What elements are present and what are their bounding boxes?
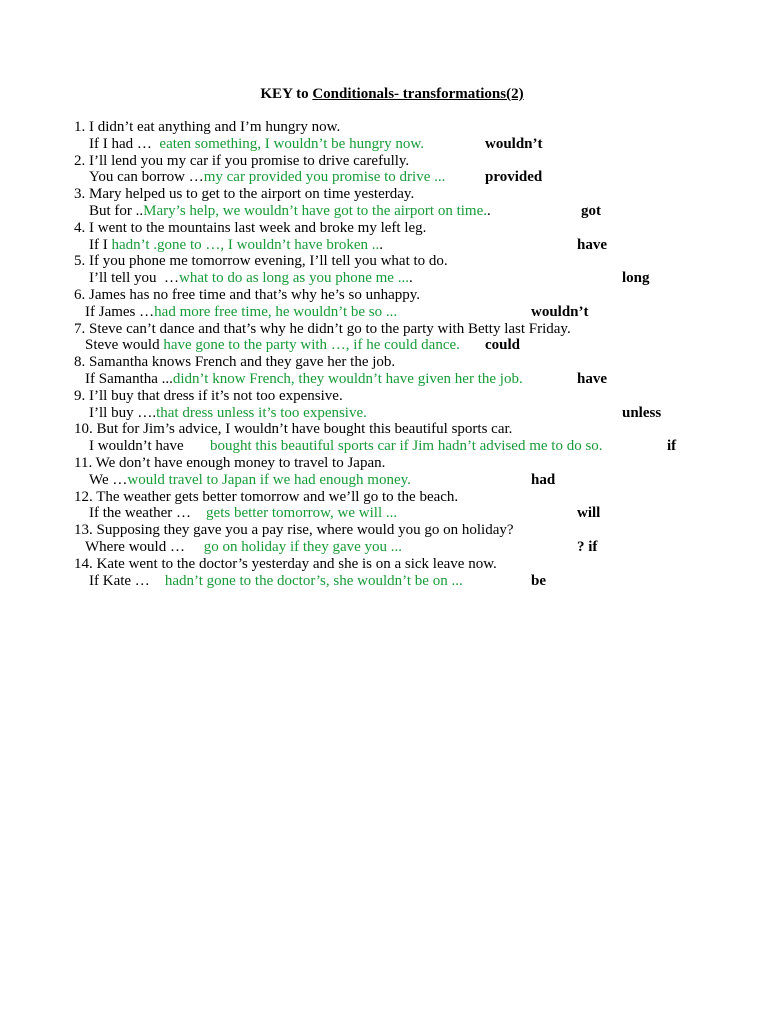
item-transformation (85, 337, 460, 354)
item-sentence: 8. Samantha knows French and they gave her the job. (74, 354, 396, 371)
item-transformation (85, 304, 397, 321)
item-sentence: 4. I went to the mountains last week and broke my left leg. (74, 219, 427, 236)
item-transformation (89, 405, 367, 422)
item-transformation (85, 371, 523, 388)
item-prompt: If Samantha ... (85, 371, 173, 387)
item-sentence: 3. Mary helped us to get to the airport on time yesterday. (74, 186, 415, 203)
item-sentence: 5. If you phone me tomorrow evening, I’ll tell you what to do. (74, 253, 448, 270)
item-transformation (89, 472, 411, 489)
item-answer: would travel to Japan if we had enough money. (127, 471, 411, 488)
item-sentence: 13. Supposing they gave you a pay rise, where would you go on holiday? (74, 522, 514, 539)
item-prompt: I wouldn’t have (89, 438, 210, 455)
item-transformation (89, 203, 491, 220)
item-transformation (89, 169, 445, 186)
item-keyword: be (531, 572, 546, 589)
item-answer: hadn’t .gone to …, I wouldn’t have broken .. (111, 236, 380, 253)
item-prompt: If I (89, 236, 112, 253)
item-answer-tail: . (487, 203, 491, 219)
item-transformation (89, 438, 603, 455)
item-sentence: 2. I’ll lend you my car if you promise to drive carefully. (74, 152, 410, 169)
item-keyword: if (667, 438, 677, 455)
item-prompt: If I had … (89, 135, 160, 152)
item-transformation (89, 237, 383, 254)
item-answer: my car provided you promise to drive ... (203, 169, 446, 186)
item-keyword: have (577, 371, 607, 387)
title-underlined: Conditionals- transformations(2) (312, 86, 524, 102)
item-sentence: 10. But for Jim’s advice, I wouldn’t have bought this beautiful sports car. (74, 421, 513, 438)
item-transformation (89, 136, 424, 153)
item-answer: didn’t know French, they wouldn’t have given her the job. (172, 371, 523, 387)
item-prompt: Steve would (85, 337, 164, 354)
item-answer: eaten something, I wouldn’t be hungry now. (159, 135, 424, 152)
item-prompt: If the weather … (89, 505, 207, 522)
item-keyword: long (622, 270, 650, 287)
item-keyword: provided (485, 169, 543, 186)
item-keyword: could (485, 337, 521, 354)
item-prompt: But for .. (89, 203, 144, 219)
item-answer: hadn’t gone to the doctor’s, she wouldn’t be on ... (164, 572, 463, 589)
item-prompt: You can borrow … (89, 169, 204, 186)
item-answer: had more free time, he wouldn’t be so ... (154, 303, 398, 320)
item-prompt: I’ll buy …. (89, 404, 157, 421)
item-keyword: had (531, 471, 556, 488)
item-keyword: unless (622, 404, 662, 421)
item-keyword: will (577, 505, 601, 522)
item-sentence: 9. I’ll buy that dress if it’s not too expensive. (74, 387, 343, 404)
item-transformation (89, 505, 397, 522)
item-answer-tail: . (379, 236, 383, 253)
item-prompt: If Kate … (89, 572, 165, 589)
item-prompt: If James … (85, 303, 155, 320)
item-transformation (85, 539, 402, 556)
item-keyword: wouldn’t (531, 303, 589, 320)
item-keyword: ? if (577, 539, 598, 555)
item-answer: go on holiday if they gave you ... (203, 539, 403, 555)
item-prompt: We … (89, 471, 128, 488)
item-keyword: got (581, 203, 601, 219)
item-sentence: 6. James has no free time and that’s why he’s so unhappy. (74, 287, 421, 303)
item-transformation (89, 573, 463, 590)
item-keyword: have (577, 236, 607, 253)
item-sentence: 14. Kate went to the doctor’s yesterday and she is on a sick leave now. (74, 555, 497, 572)
item-answer: have gone to the party with …, if he could dance. (163, 337, 460, 354)
page-title (0, 86, 768, 103)
item-prompt: I’ll tell you … (89, 270, 179, 287)
item-answer: gets better tomorrow, we will ... (206, 505, 398, 522)
item-answer-tail: . (408, 270, 413, 287)
item-sentence: 11. We don’t have enough money to travel to Japan. (74, 455, 386, 471)
title-prefix: KEY to (260, 86, 313, 102)
item-answer: Mary’s help, we wouldn’t have got to the airport on time. (143, 203, 487, 219)
item-sentence: 12. The weather gets better tomorrow and we’ll go to the beach. (74, 488, 459, 505)
item-answer: what to do as long as you phone me ... (179, 270, 409, 287)
item-prompt: Where would … (85, 539, 204, 555)
item-transformation (89, 270, 413, 287)
item-sentence: 7. Steve can’t dance and that’s why he didn’t go to the party with Betty last Friday. (74, 320, 571, 337)
item-answer: bought this beautiful sports car if Jim hadn’t advised me to do so. (209, 438, 603, 455)
item-answer: that dress unless it’s too expensive. (156, 404, 367, 421)
item-keyword: wouldn’t (485, 135, 543, 152)
item-sentence: 1. I didn’t eat anything and I’m hungry now. (74, 119, 341, 135)
